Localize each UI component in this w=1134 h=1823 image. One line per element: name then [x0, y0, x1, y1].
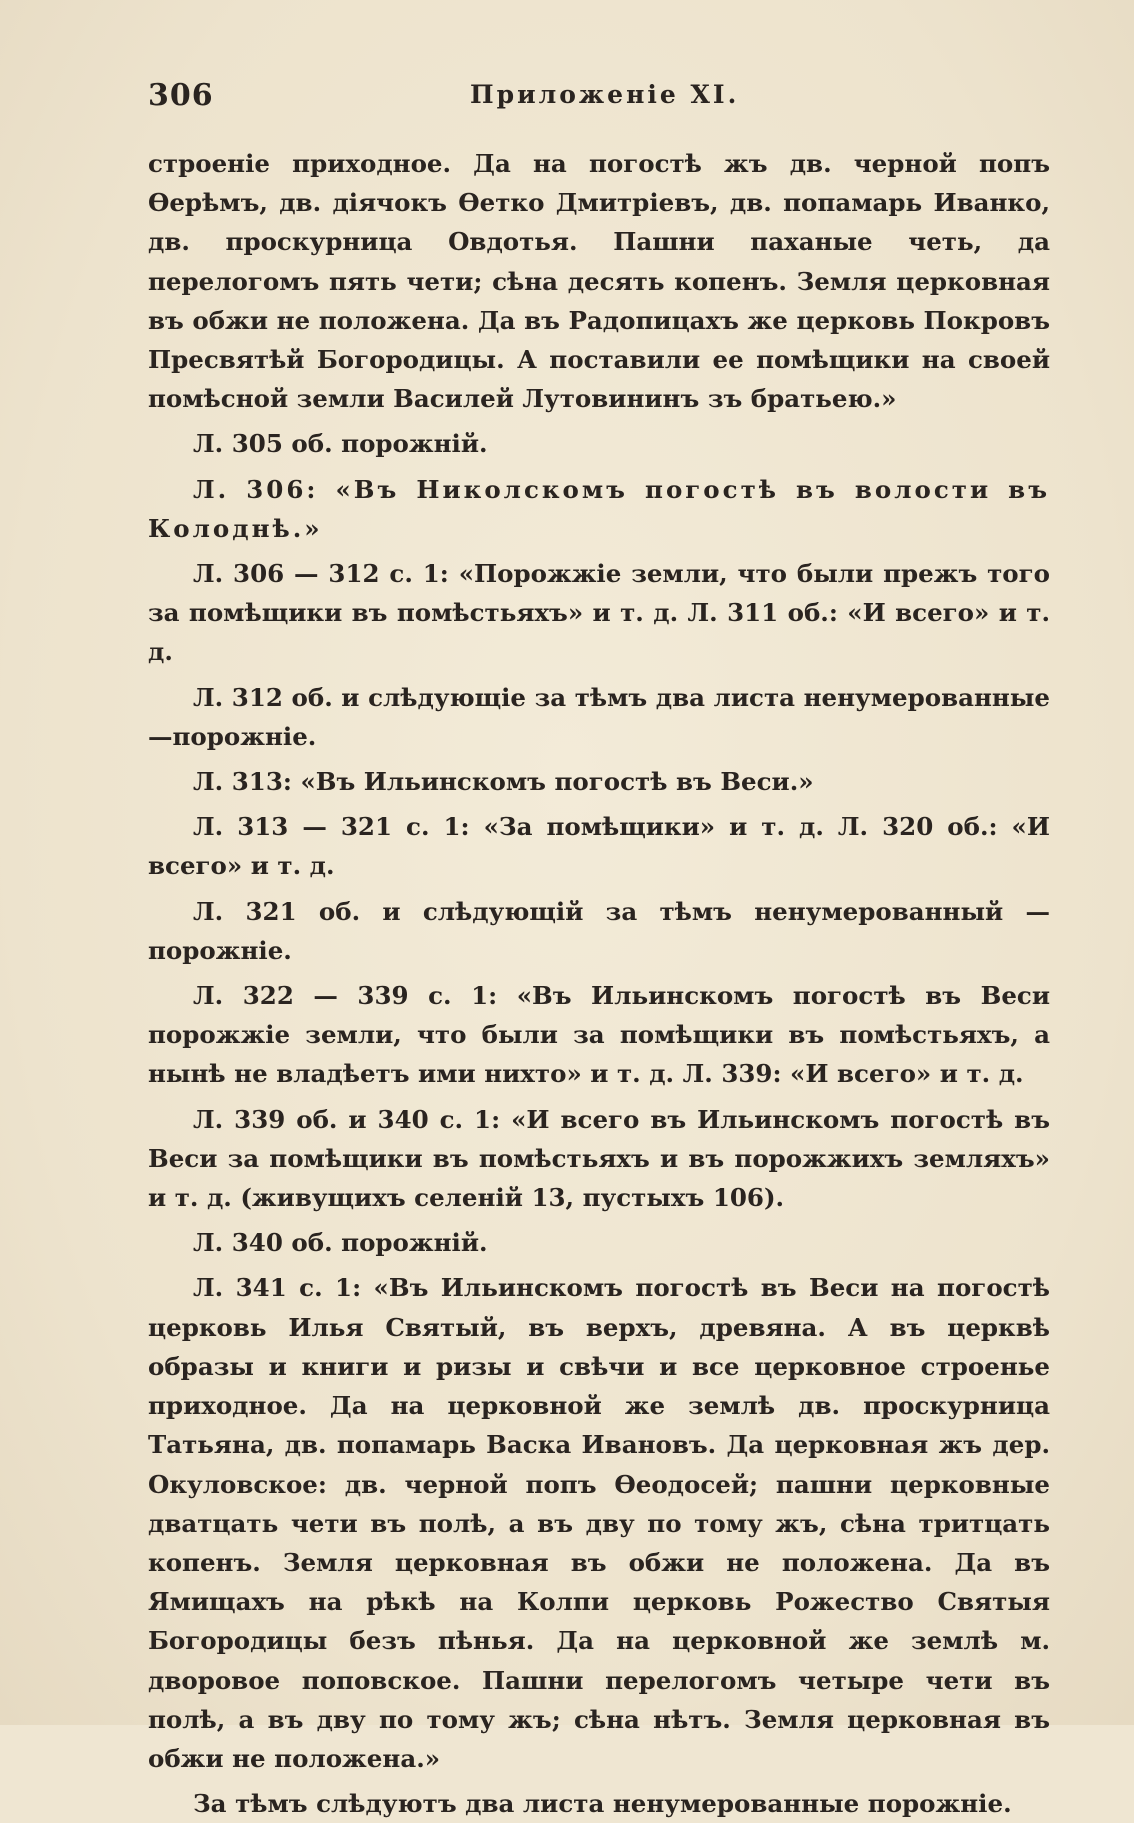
paragraph: Л. 312 об. и слѣдующiе за тѣмъ два листа ненумерованные—порожнiе.	[148, 682, 1050, 751]
paragraph: строенiе приходное. Да на погостѣ жъ дв. черной попъ Ѳерѣмъ, дв. дiячокъ Ѳетко Дмитрiевъ, дв. попамарь Иванко, дв. проскурница Овдотья. Пашни паханые четь, да перелогомъ пять чети; сѣна десять копенъ. Земля церковная въ обжи не положена. Да въ Радопицахъ же церковь Покровъ Пресвятѣй Богородицы. А поставили ее помѣщики на своей помѣсной земли Василей Лутовининъ зъ братьею.»	[148, 149, 1050, 414]
paragraph: Л. 341 с. 1: «Въ Ильинскомъ погостѣ въ Веси на погостѣ церковь Илья Святый, въ верхъ, древяна. А въ церквѣ образы и книги и ризы и свѣчи и все церковное строенье приходное. Да на церковной же землѣ дв. проскурница Татьяна, дв. попамарь Васка Ивановъ. Да церковная жъ дер. Окуловское: дв. черной попъ Ѳеодосей; пашни церковные дватцать чети въ полѣ, а въ дву по тому жъ, сѣна тритцать копенъ. Земля церковная въ обжи не положена. Да въ Ямищахъ на рѣкѣ на Колпи церковь Рожество Святыя Богородицы безъ пѣнья. Да на церковной же землѣ м. дворовое поповское. Пашни перелогомъ четыре чети въ полѣ, а въ дву по тому жъ; сѣна нѣтъ. Земля церковная въ обжи не положена.»	[148, 1273, 1050, 1773]
running-title: Приложенiе XI.	[470, 80, 740, 109]
paragraph: Л. 322 — 339 с. 1: «Въ Ильинскомъ погостѣ въ Веси порожжiе земли, что были за помѣщики въ помѣстьяхъ, а нынѣ не владѣетъ ими нихто» и т. д. Л. 339: «И всего» и т. д.	[148, 981, 1050, 1089]
paragraph: Л. 339 об. и 340 с. 1: «И всего въ Ильинскомъ погостѣ въ Веси за помѣщики въ помѣстьяхъ и въ порожжихъ земляхъ» и т. д. (живущихъ селенiй 13, пустыхъ 106).	[148, 1104, 1050, 1213]
paragraph: Л. 340 об. порожнiй.	[193, 1228, 488, 1258]
paragraph: Л. 305 об. порожнiй.	[193, 429, 488, 459]
page-header	[148, 78, 1048, 118]
paragraph: Л. 313: «Въ Ильинскомъ погостѣ въ Веси.»	[193, 767, 814, 797]
paragraph: Л. 321 об. и слѣдующiй за тѣмъ ненумерованный — порожнiе.	[148, 896, 1050, 965]
paragraph: Л. 306 — 312 с. 1: «Порожжiе земли, что были прежъ того за помѣщики въ помѣстьяхъ» и т. д. Л. 311 об.: «И всего» и т. д.	[148, 559, 1050, 667]
page-number: 306	[148, 78, 214, 113]
paragraph: Л. 313 — 321 с. 1: «За помѣщики» и т. д. Л. 320 об.: «И всего» и т. д.	[148, 812, 1050, 881]
paragraph: Л. 306: «Въ Николскомъ погостѣ въ волости въ Колоднѣ.»	[148, 474, 1050, 543]
paragraph: За тѣмъ слѣдуютъ два листа ненумерованные порожнiе.	[193, 1789, 1012, 1819]
body-text	[148, 144, 1050, 1823]
